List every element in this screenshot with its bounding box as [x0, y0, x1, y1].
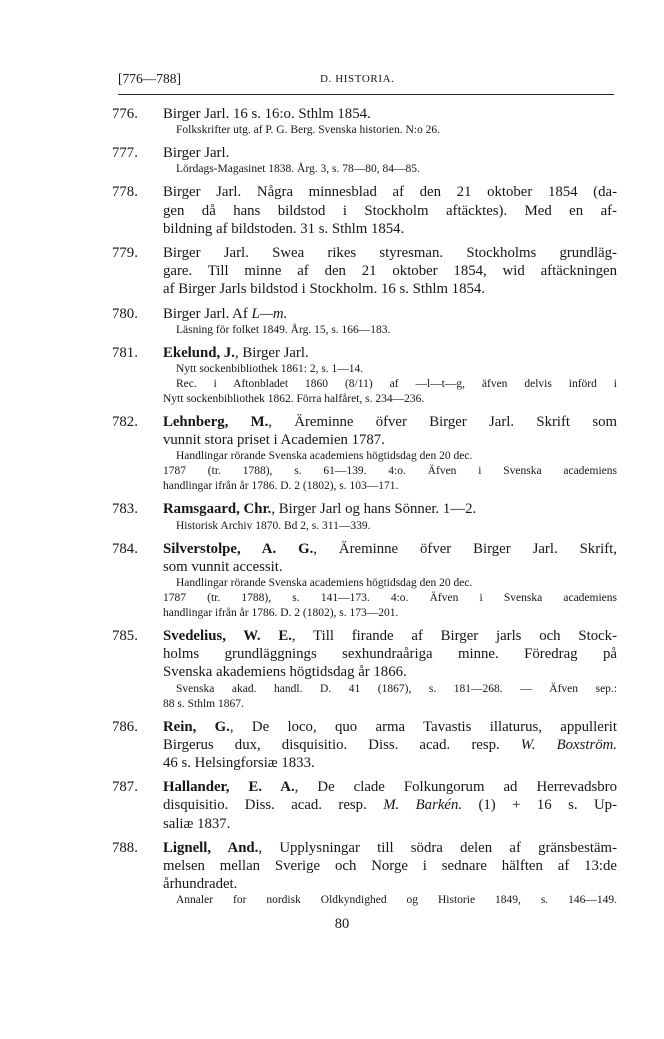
entry-text: , Birger Jarl. — [234, 344, 309, 361]
entry-text: , De loco, quo arma Tavastis illaturus, appullerit — [229, 718, 617, 735]
entry-text: Rec. i Aftonbladet 1860 (8/11) af —l—t—g, äfven delvis införd i — [176, 378, 617, 391]
page-number: 80 — [334, 916, 350, 932]
entry-line — [112, 392, 617, 407]
entry-text: melsen mellan Sverige och Norge i sednare hälften af 13:de — [163, 858, 617, 875]
entry-text: Nytt sockenbibliothek 1862. Förra halfåret, s. 234—236. — [163, 393, 425, 406]
entry-number: 780. — [112, 305, 138, 322]
bibliography-entry — [112, 500, 617, 533]
author-name: Lehnberg, M. — [163, 414, 269, 431]
entry-line — [112, 815, 617, 833]
bibliography-entries — [112, 99, 617, 908]
entry-line — [112, 162, 617, 177]
author-name: Svedelius, W. E. — [163, 628, 292, 645]
entry-line — [112, 413, 617, 431]
bibliography-entry — [112, 144, 617, 177]
bibliography-entry — [112, 183, 617, 238]
header-rule — [118, 94, 614, 95]
bibliography-entry — [112, 305, 617, 338]
italic-name: L—m. — [251, 305, 288, 322]
entry-text: (1) + 16 s. Up- — [462, 797, 617, 814]
entry-line — [112, 606, 617, 621]
entry-text: , Till firande af Birger jarls och Stock- — [291, 628, 617, 645]
entry-line — [112, 449, 617, 464]
entry-line — [112, 144, 617, 162]
entry-line — [112, 280, 617, 298]
bibliography-entry — [112, 627, 617, 712]
entry-number: 782. — [112, 414, 138, 431]
entry-line — [112, 123, 617, 138]
entry-text: Svenska akademiens högtidsdag år 1866. — [163, 664, 407, 681]
entry-text: handlingar ifrån år 1786. D. 2 (1802), s. 173—201. — [163, 607, 399, 620]
entry-number: 785. — [112, 628, 138, 645]
entry-line — [112, 519, 617, 534]
section-title: D. HISTORIA. — [320, 73, 395, 85]
entry-line — [112, 796, 617, 814]
entry-text: , Äreminne öfver Birger Jarl. Skrift, — [313, 540, 617, 557]
entry-line — [112, 778, 617, 796]
running-header — [118, 69, 613, 91]
entry-line — [112, 875, 617, 893]
entry-number: 776. — [112, 106, 138, 122]
author-name: Ekelund, J. — [163, 344, 235, 361]
entry-line — [112, 893, 617, 908]
entry-line — [112, 262, 617, 280]
entry-line — [112, 591, 617, 606]
entry-line — [112, 627, 617, 645]
entry-line — [112, 220, 617, 238]
entry-number: 781. — [112, 344, 138, 361]
entry-line — [112, 377, 617, 392]
entry-line — [112, 183, 617, 201]
author-name: Hallander, E. A. — [163, 779, 295, 796]
entry-text: gare. Till minne af den 21 oktober 1854, wid aftäckningen — [163, 263, 617, 280]
entry-number: 786. — [112, 718, 138, 735]
entry-text: århundradet. — [163, 876, 238, 893]
entry-text: Birger Jarl. Några minnesblad af den 21 oktober 1854 (da- — [163, 184, 617, 201]
entry-number: 779. — [112, 245, 138, 262]
entry-text: Birger Jarl. — [163, 145, 230, 162]
entry-number: 778. — [112, 184, 138, 201]
entry-text: Folkskrifter utg. af P. G. Berg. Svenska historien. N:o 26. — [176, 124, 440, 137]
entry-text: af Birger Jarls bildstod i Stockholm. 16 s. Sthlm 1854. — [163, 281, 485, 298]
entry-line — [112, 323, 617, 338]
entry-text: Birger Jarl. Af — [163, 305, 252, 322]
entry-line — [112, 736, 617, 754]
entry-text: Lördags-Magasinet 1838. Årg. 3, s. 78—80, 84—85. — [176, 163, 420, 176]
entry-line — [112, 857, 617, 875]
entry-range: [776—788] — [118, 71, 181, 86]
entry-text: Nytt sockenbibliothek 1861: 2, s. 1—14. — [176, 363, 364, 376]
author-name: Ramsgaard, Chr. — [163, 501, 272, 518]
bibliography-entry — [112, 718, 617, 773]
bibliography-entry — [112, 839, 617, 909]
entry-line — [112, 202, 617, 220]
entry-line — [112, 645, 617, 663]
entry-text: bildning af bildstoden. 31 s. Sthlm 1854. — [163, 220, 405, 237]
entry-line — [112, 431, 617, 449]
italic-name: M. Barkén. — [383, 797, 463, 814]
entry-text: Svenska akad. handl. D. 41 (1867), s. 181—268. — Äfven sep.: — [176, 682, 617, 695]
entry-number: 783. — [112, 501, 138, 518]
entry-text: gen då hans bildstod i Stockholm aftäcktes). Med en af- — [163, 202, 617, 219]
entry-line — [112, 754, 617, 772]
entry-line — [112, 558, 617, 576]
entry-line — [112, 305, 617, 323]
entry-line — [112, 464, 617, 479]
entry-line — [112, 576, 617, 591]
bibliography-entry — [112, 244, 617, 299]
entry-text: , Upplysningar till södra delen af gränsbestäm- — [258, 839, 617, 856]
entry-text: , Äreminne öfver Birger Jarl. Skrift som — [268, 414, 617, 431]
entry-text: vunnit stora priset i Academien 1787. — [163, 432, 385, 449]
entry-line — [112, 718, 617, 736]
entry-text: Läsning för folket 1849. Årg. 15, s. 166—183. — [176, 323, 391, 336]
entry-line — [112, 500, 617, 518]
bibliography-entry — [112, 105, 617, 138]
entry-text: handlingar ifrån år 1786. D. 2 (1802), s. 103—171. — [163, 480, 399, 493]
author-name: Silverstolpe, A. G. — [163, 540, 314, 557]
entry-text: Historisk Archiv 1870. Bd 2, s. 311—339. — [176, 519, 371, 532]
entry-text: Handlingar rörande Svenska academiens högtidsdag den 20 dec. — [176, 450, 473, 463]
entry-line — [112, 105, 617, 123]
bibliography-entry — [112, 413, 617, 494]
entry-text: saliæ 1837. — [163, 815, 231, 832]
entry-text: Birgerus dux, disquisitio. Diss. acad. resp. — [163, 736, 521, 753]
entry-line — [112, 540, 617, 558]
entry-number: 788. — [112, 839, 138, 856]
entry-line — [112, 344, 617, 362]
entry-line — [112, 479, 617, 494]
entry-text: Annaler for nordisk Oldkyndighed og Historie 1849, s. 146—149. — [176, 894, 617, 907]
entry-line — [112, 663, 617, 681]
author-name: Rein, G. — [163, 718, 230, 735]
bibliography-entry — [112, 540, 617, 621]
entry-line — [112, 244, 617, 262]
entry-number: 777. — [112, 145, 138, 162]
entry-line — [112, 362, 617, 377]
entry-text: 1787 (tr. 1788), s. 61—139. 4:o. Äfven i Svenska academiens — [163, 465, 617, 478]
entry-text: , Birger Jarl og hans Sönner. 1—2. — [271, 501, 477, 518]
entry-text: holms grundläggnings sexhundraåriga minne. Föredrag på — [163, 646, 617, 663]
entry-text: Birger Jarl. Swea rikes styresman. Stockholms grundläg- — [163, 245, 617, 262]
entry-text: Handlingar rörande Svenska academiens högtidsdag den 20 dec. — [176, 577, 473, 590]
bibliography-entry — [112, 778, 617, 833]
italic-name: W. Boxström. — [520, 736, 617, 753]
bibliography-entry — [112, 344, 617, 407]
entry-number: 787. — [112, 779, 138, 796]
entry-number: 784. — [112, 540, 138, 557]
entry-text: som vunnit accessit. — [163, 558, 283, 575]
entry-line — [112, 839, 617, 857]
entry-line — [112, 682, 617, 697]
entry-text: Birger Jarl. 16 s. 16:o. Sthlm 1854. — [163, 106, 371, 122]
author-name: Lignell, And. — [163, 839, 259, 856]
entry-text: 88 s. Sthlm 1867. — [163, 697, 244, 710]
entry-line — [112, 697, 617, 712]
entry-text: 1787 (tr. 1788), s. 141—173. 4:o. Äfven i Svenska academiens — [163, 592, 617, 605]
entry-text: disquisitio. Diss. acad. resp. — [163, 797, 384, 814]
entry-text: 46 s. Helsingforsiæ 1833. — [163, 755, 315, 772]
entry-text: , De clade Folkungorum ad Herrevadsbro — [294, 779, 618, 796]
